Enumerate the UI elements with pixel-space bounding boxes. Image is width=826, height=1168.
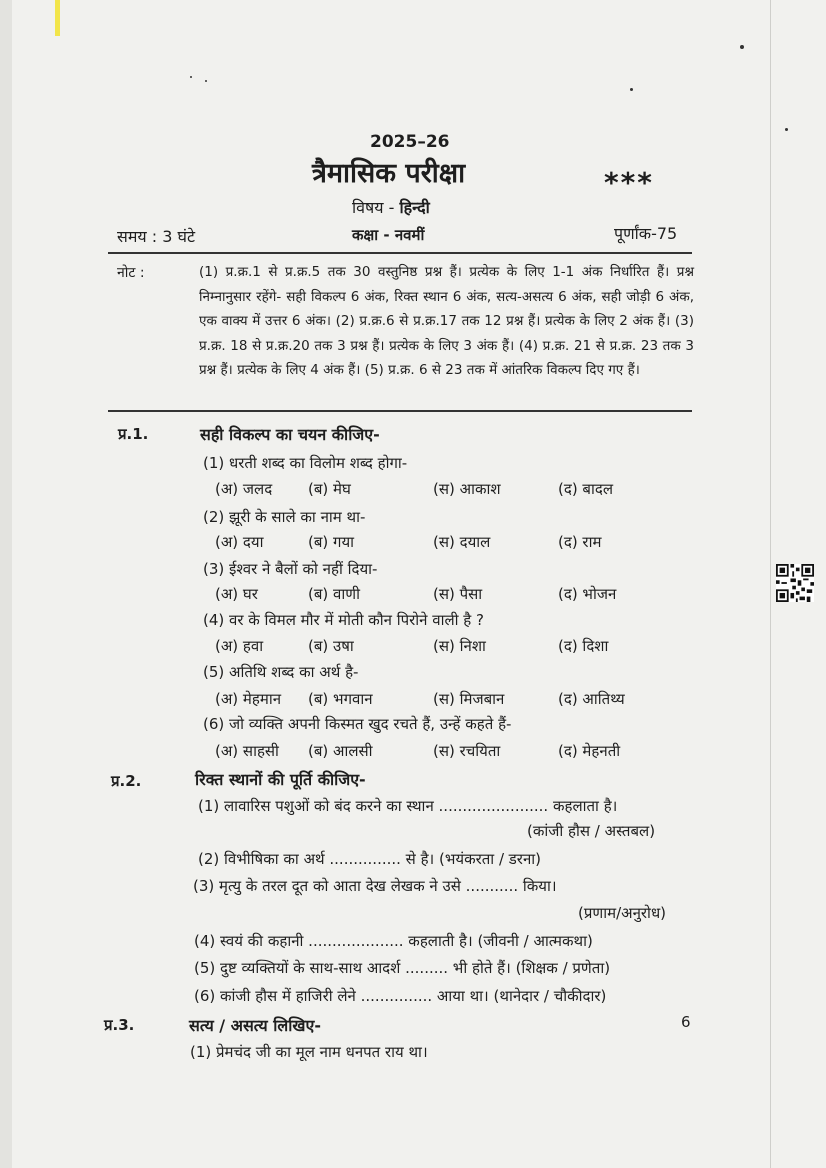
scan-dot [205, 80, 207, 82]
question-title: सत्य / असत्य लिखिए- [189, 1016, 321, 1035]
fill-blank-question: (6) कांजी हौस में हाजिरी लेने ............... आया था। (थानेदार / चौकीदार) [194, 987, 607, 1005]
option-a: (अ) साहसी [215, 742, 279, 760]
true-false-question: (1) प्रेमचंद जी का मूल नाम धनपत राय था। [190, 1043, 428, 1061]
option-a: (अ) मेहमान [215, 690, 282, 708]
scan-dot [190, 76, 192, 78]
mcq-question: (5) अतिथि शब्द का अर्थ है- [203, 663, 359, 681]
fill-blank-hint: (प्रणाम/अनुरोध) [578, 904, 667, 922]
paper-edge [0, 0, 12, 1168]
note-text: (1) प्र.क्र.1 से प्र.क्र.5 तक 30 वस्तुनिष्ठ प्रश्न हैं। प्रत्येक के लिए 1-1 अंक निर्धारित हैं। प्रश्न निम्नानुसार रहेंगे- सही विकल्प 6 अंक, रिक्त स्थान 6 अंक, सत्य-असत्य 6 अंक, सही जोड़ी 6 अंक, एक वाक्य में उत्तर 6 अंक। (2) प्र.क्र.6 से प्र.क्र.17 तक 12 प्रश्न हैं। प्रत्येक के लिए 2 अंक हैं। (3) प्र.क्र. 18 से प्र.क्र.20 तक 3 प्रश्न हैं। प्रत्येक के लिए 3 अंक हैं। (4) प्र.क्र. 21 से प्र.क्र. 23 तक 3 प्रश्न हैं। प्रत्येक के लिए 4 अंक हैं। (5) प्र.क्र. 6 से 23 तक में आंतरिक विकल्प दिए गए हैं। [199, 264, 694, 378]
option-b: (ब) वाणी [308, 585, 360, 603]
academic-year: 2025–26 [370, 132, 450, 152]
fill-blank-question: (3) मृत्यु के तरल दूत को आता देख लेखक ने उसे ........... किया। [193, 877, 557, 895]
mcq-question: (6) जो व्यक्ति अपनी किस्मत खुद रचते हैं, उन्हें कहते हैं- [203, 715, 512, 733]
option-a: (अ) जलद [215, 480, 273, 498]
question-number: प्र.3. [104, 1016, 135, 1034]
option-b: (ब) उषा [308, 637, 354, 655]
highlight-strip [55, 0, 60, 36]
option-c: (स) मिजबान [433, 690, 505, 708]
option-a: (अ) दया [215, 533, 264, 551]
option-c: (स) आकाश [433, 480, 501, 498]
fill-blank-question: (2) विभीषिका का अर्थ ............... से है। (भयंकरता / डरना) [198, 850, 542, 868]
class-name: कक्षा - नवमीं [352, 226, 425, 244]
question-title: सही विकल्प का चयन कीजिए- [200, 425, 380, 444]
option-d: (द) राम [558, 533, 602, 551]
option-c: (स) निशा [433, 637, 486, 655]
subject: विषय - हिन्दी [352, 198, 430, 217]
option-d: (द) आतिथ्य [558, 690, 625, 708]
mcq-question: (1) धरती शब्द का विलोम शब्द होगा- [203, 454, 408, 472]
fill-blank-hint: (कांजी हौस / अस्तबल) [527, 822, 656, 840]
mcq-question: (2) झूरी के साले का नाम था- [203, 508, 366, 526]
option-b: (ब) गया [308, 533, 355, 551]
option-b: (ब) मेघ [308, 480, 351, 498]
question-title: रिक्त स्थानों की पूर्ति कीजिए- [195, 770, 366, 789]
stars-mark: *** [604, 166, 654, 199]
option-b: (ब) भगवान [308, 690, 373, 708]
note-label: नोट : [117, 265, 145, 281]
option-c: (स) दयाल [433, 533, 491, 551]
qr-code-icon[interactable] [776, 564, 814, 602]
option-c: (स) पैसा [433, 585, 483, 603]
fill-blank-question: (4) स्वयं की कहानी .................... कहलाती है। (जीवनी / आत्मकथा) [194, 932, 593, 950]
option-d: (द) बादल [558, 480, 614, 498]
option-d: (द) दिशा [558, 637, 609, 655]
divider [108, 252, 692, 254]
fill-blank-question: (1) लावारिस पशुओं को बंद करने का स्थान ....................... कहलाता है। [198, 797, 618, 815]
scan-dot [630, 88, 633, 91]
scan-dot [740, 45, 744, 49]
question-marks: 6 [681, 1013, 691, 1031]
mcq-question: (3) ईश्वर ने बैलों को नहीं दिया- [203, 560, 378, 578]
option-a: (अ) हवा [215, 637, 264, 655]
exam-duration: समय : 3 घंटे [117, 227, 196, 246]
option-c: (स) रचयिता [433, 742, 501, 760]
mcq-question: (4) वर के विमल मौर में मोती कौन पिरोने वाली है ? [203, 611, 484, 629]
exam-title: त्रैमासिक परीक्षा [312, 158, 466, 189]
option-d: (द) भोजन [558, 585, 617, 603]
option-d: (द) मेहनती [558, 742, 621, 760]
option-a: (अ) घर [215, 585, 258, 603]
max-marks: पूर्णांक-75 [614, 224, 678, 243]
scan-dot [785, 128, 788, 131]
fill-blank-question: (5) दुष्ट व्यक्तियों के साथ-साथ आदर्श ......... भी होते हैं। (शिक्षक / प्रणेता) [194, 959, 611, 977]
option-b: (ब) आलसी [308, 742, 373, 760]
question-number: प्र.1. [118, 425, 149, 443]
question-number: प्र.2. [111, 772, 142, 790]
divider [108, 410, 692, 412]
scan-fold-line [770, 0, 771, 1168]
